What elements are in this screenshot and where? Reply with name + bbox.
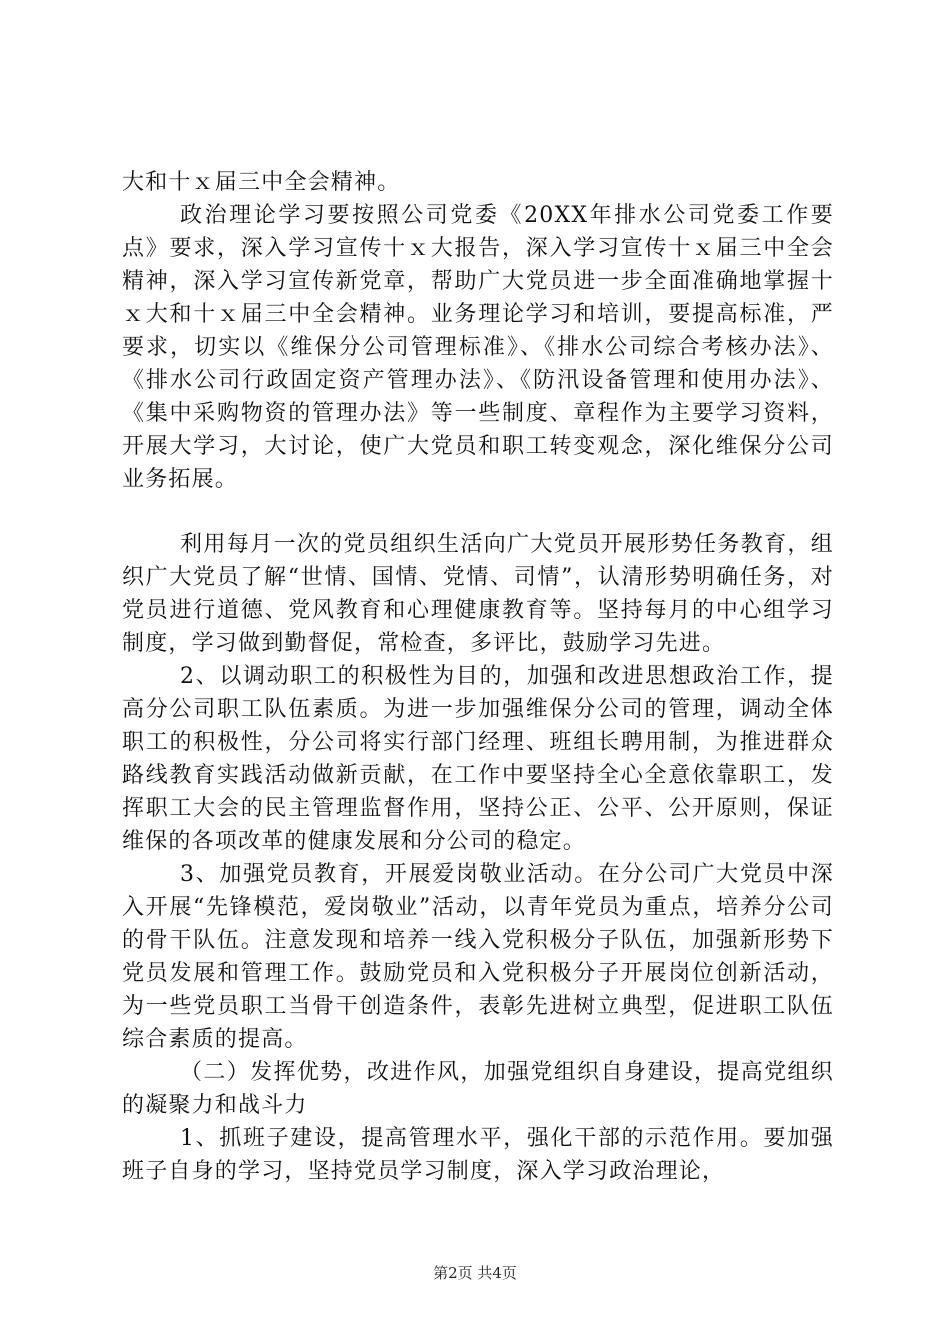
page-footer: 第2页 共4页	[433, 1264, 517, 1282]
paragraph-item-3: 3、加强党员教育，开展爱岗敬业活动。在分公司广大党员中深入开展“先锋模范，爱岗敬业”活动，以青年党员为重点，培养分公司的骨干队伍。注意发现和培养一线入党积极分子队伍，加强新形势下党员发展和管理工作。鼓励党员和入党积极分子开展岗位创新活动，为一些党员职工当骨干创造条件，表彰先进树立典型，促进职工队伍综合素质的提高。	[122, 862, 834, 1052]
paragraph-item-2: 2、以调动职工的积极性为目的，加强和改进思想政治工作，提高分公司职工队伍素质。为进一步加强维保分公司的管理，调动全体职工的积极性，分公司将实行部门经理、班组长聘用制，为推进群众路线教育实践活动做新贡献，在工作中要坚持全心全意依靠职工，发挥职工大会的民主管理监督作用，坚持公正、公平、公开原则，保证维保的各项改革的健康发展和分公司的稳定。	[122, 664, 834, 854]
section-heading-2: （二）发挥优势，改进作风，加强党组织自身建设，提高党组织的凝聚力和战斗力	[122, 1060, 834, 1118]
paragraph-gap	[122, 496, 834, 528]
paragraph-continuation: 大和十ｘ届三中全会精神。	[122, 170, 401, 195]
body-text	[122, 166, 834, 1188]
paragraph-monthly-education: 利用每月一次的党员组织生活向广大党员开展形势任务教育，组织广大党员了解“世情、国情、党情、司情”，认清形势明确任务，对党员进行道德、党风教育和心理健康教育等。坚持每月的中心组学习制度，学习做到勤督促，常检查，多评比，鼓励学习先进。	[122, 532, 834, 656]
paragraph-theory-study: 政治理论学习要按照公司党委《20XX年排水公司党委工作要点》要求，深入学习宣传十ｘ大报告，深入学习宣传十ｘ届三中全会精神，深入学习宣传新党章，帮助广大党员进一步全面准确地掌握十ｘ大和十ｘ届三中全会精神。业务理论学习和培训，要提高标准，严要求，切实以《维保分公司管理标准》、《排水公司综合考核办法》、《排水公司行政固定资产管理办法》、《防汛设备管理和使用办法》、《集中采购物资的管理办法》等一些制度、章程作为主要学习资料，开展大学习，大讨论，使广大党员和职工转变观念，深化维保分公司业务拓展。	[122, 203, 834, 492]
paragraph-item-1: 1、抓班子建设，提高管理水平，强化干部的示范作用。要加强班子自身的学习，坚持党员学习制度，深入学习政治理论，	[122, 1126, 834, 1184]
